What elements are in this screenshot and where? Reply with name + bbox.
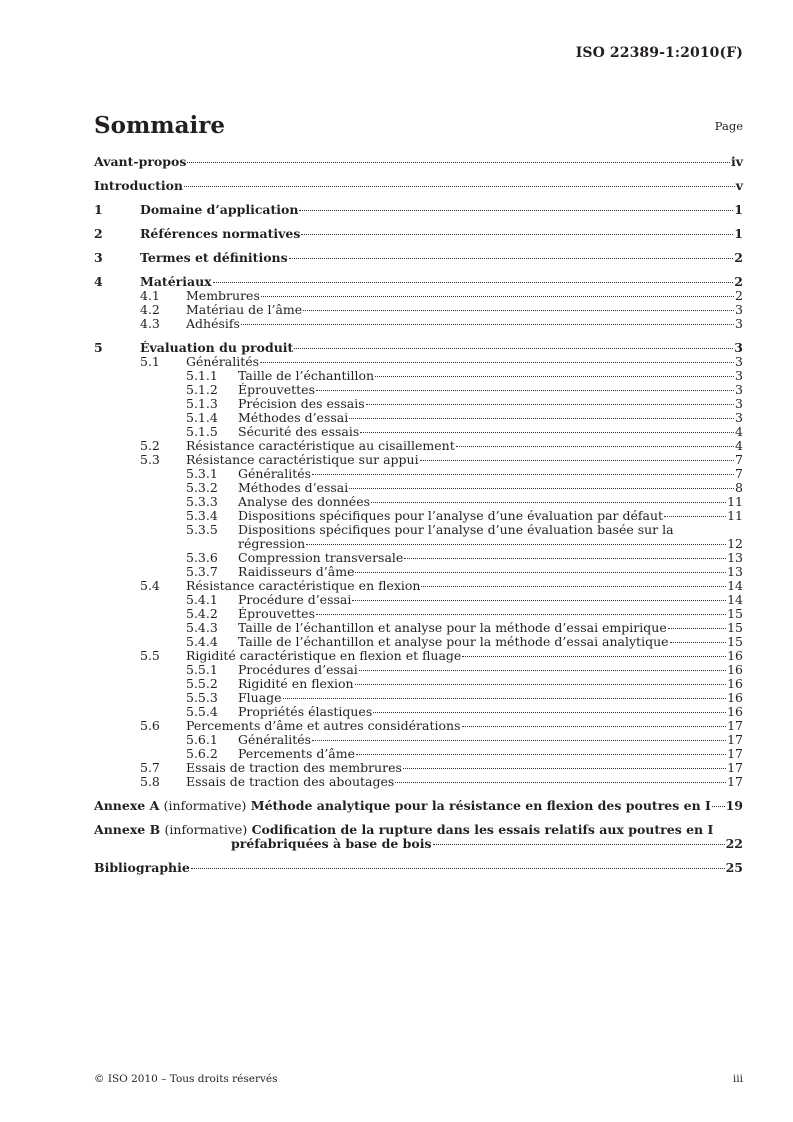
- toc-entry-5-5-4[interactable]: [94, 705, 743, 719]
- toc-dot-leader: [316, 614, 726, 615]
- toc-dot-leader: [421, 586, 726, 587]
- toc-annex-note: (informative): [163, 798, 247, 813]
- toc-section-number: 5.1.3: [186, 396, 218, 411]
- toc-entry-title: Précision des essais: [238, 396, 365, 411]
- toc-entry-5-5[interactable]: [94, 649, 743, 663]
- toc-entry-title: Raidisseurs d’âme: [238, 564, 355, 579]
- toc-page-number: 3: [735, 316, 743, 331]
- toc-entry-5-5-3[interactable]: [94, 691, 743, 705]
- toc-entry-annexe-b-continued[interactable]: [94, 837, 743, 851]
- toc-entry-4-1[interactable]: [94, 289, 743, 303]
- toc-page-number: 15: [727, 606, 743, 621]
- toc-section-number: 5.7: [140, 760, 160, 775]
- toc-entry-4-2[interactable]: [94, 303, 743, 317]
- toc-dot-leader: [312, 474, 734, 475]
- toc-entry-title: Percements d’âme et autres considérations: [186, 718, 461, 733]
- toc-annex-label: Annexe B: [94, 822, 161, 837]
- toc-dot-leader: [668, 628, 726, 629]
- toc-entry-title: Bibliographie: [94, 860, 190, 875]
- toc-entry-5-1-1[interactable]: [94, 369, 743, 383]
- toc-entry-title: Références normatives: [140, 226, 301, 241]
- toc-dot-leader: [299, 210, 733, 211]
- toc-entry-title: Procédure d’essai: [238, 592, 352, 607]
- page-column-label: Page: [714, 119, 743, 133]
- toc-entry-5-3-6[interactable]: [94, 551, 743, 565]
- toc-page-number: 12: [727, 536, 743, 551]
- toc-section-number: 5.3.2: [186, 480, 218, 495]
- toc-entry-5-3-4[interactable]: [94, 509, 743, 523]
- toc-dot-leader: [261, 296, 734, 297]
- toc-section-number: 5.2: [140, 438, 160, 453]
- toc-dot-leader: [301, 234, 733, 235]
- standard-code: ISO 22389-1:2010(F): [575, 45, 743, 61]
- toc-section-number: 5.5.3: [186, 690, 218, 705]
- toc-entry-title: Introduction: [94, 178, 184, 193]
- toc-section-number: 5.3.3: [186, 494, 218, 509]
- toc-dot-leader: [404, 558, 726, 559]
- toc-page-number: 17: [727, 732, 743, 747]
- toc-page-number: 17: [727, 760, 743, 775]
- toc-page-number: 3: [735, 382, 743, 397]
- toc-section-number: 4.2: [140, 302, 160, 317]
- toc-section-number: 5.6.1: [186, 732, 218, 747]
- toc-dot-leader: [213, 282, 734, 283]
- toc-page-number: 2: [734, 250, 743, 265]
- toc-page-number: 11: [727, 494, 743, 509]
- toc-entry-title: Termes et définitions: [140, 250, 288, 265]
- footer-page-number: iii: [732, 1073, 743, 1085]
- toc-entry-5-6-2[interactable]: [94, 747, 743, 761]
- toc-section-number: 1: [94, 202, 103, 217]
- toc-page-number: 3: [735, 368, 743, 383]
- toc-page-number: 3: [735, 410, 743, 425]
- toc-entry-5-4[interactable]: [94, 579, 743, 593]
- toc-dot-leader: [260, 362, 734, 363]
- toc-page-number: 16: [727, 676, 743, 691]
- toc-page-number: 8: [735, 480, 743, 495]
- page-title: Sommaire: [94, 112, 226, 139]
- toc-section-number: 5.5.1: [186, 662, 218, 677]
- toc-page-number: iv: [730, 154, 743, 169]
- toc-page-number: 4: [735, 424, 743, 439]
- toc-entry-annexe-a[interactable]: [94, 799, 743, 813]
- toc-entry-title: Propriétés élastiques: [238, 704, 373, 719]
- toc-entry-title: Domaine d’application: [140, 202, 299, 217]
- toc-entry-5-2[interactable]: [94, 439, 743, 453]
- toc-page-number: 19: [725, 798, 743, 813]
- toc-section-number: 5: [94, 340, 103, 355]
- toc-entry-title: Taille de l’échantillon et analyse pour la méthode d’essai empirique: [238, 620, 667, 635]
- toc-page-number: 1: [734, 202, 743, 217]
- toc-entry-5-1-4[interactable]: [94, 411, 743, 425]
- toc-entry-title: Avant-propos: [94, 154, 187, 169]
- toc-entry-title: Rigidité en flexion: [238, 676, 354, 691]
- toc-annex-label: Annexe A: [94, 798, 160, 813]
- toc-dot-leader: [356, 754, 726, 755]
- toc-entry-title: Procédures d’essai: [238, 662, 358, 677]
- toc-dot-leader: [371, 502, 726, 503]
- toc-dot-leader: [241, 324, 734, 325]
- toc-entry-annexe-b[interactable]: [94, 823, 743, 837]
- toc-section-number: 4: [94, 274, 103, 289]
- toc-page-number: 16: [727, 662, 743, 677]
- toc-entry-title: Sécurité des essais: [238, 424, 360, 439]
- toc-dot-leader: [456, 446, 734, 447]
- toc-entry-5-1-5[interactable]: [94, 425, 743, 439]
- toc-entry-title: Généralités: [238, 732, 312, 747]
- toc-dot-leader: [712, 806, 725, 807]
- toc-entry-title: Dispositions spécifiques pour l’analyse d’une évaluation basée sur la: [238, 522, 674, 537]
- toc-section-number: 5.5.4: [186, 704, 218, 719]
- toc-page-number: 3: [735, 302, 743, 317]
- toc-dot-leader: [349, 418, 734, 419]
- toc-entry-5-7[interactable]: [94, 761, 743, 775]
- toc-entry-5-6[interactable]: [94, 719, 743, 733]
- toc-section-number: 5.1.4: [186, 410, 218, 425]
- toc-page-number: v: [735, 178, 743, 193]
- toc-page-number: 7: [735, 466, 743, 481]
- toc-page-number: 2: [735, 288, 743, 303]
- toc-entry-5-4-3[interactable]: [94, 621, 743, 635]
- toc-entry-5-8[interactable]: [94, 775, 743, 789]
- toc-page-number: 17: [727, 774, 743, 789]
- toc-entry-title: Taille de l’échantillon et analyse pour la méthode d’essai analytique: [238, 634, 669, 649]
- toc-page-number: 16: [727, 648, 743, 663]
- toc-entry-5-3[interactable]: [94, 453, 743, 467]
- toc-dot-leader: [360, 432, 734, 433]
- toc-page-number: 14: [727, 592, 743, 607]
- toc-dot-leader: [359, 670, 726, 671]
- toc-dot-leader: [375, 376, 734, 377]
- toc-entry-title: Taille de l’échantillon: [238, 368, 375, 383]
- toc-entry-title: Essais de traction des aboutages: [186, 774, 395, 789]
- table-of-contents: [94, 155, 743, 875]
- toc-entry-5-3-1[interactable]: [94, 467, 743, 481]
- toc-entry-title: Dispositions spécifiques pour l’analyse d’une évaluation par défaut: [238, 508, 664, 523]
- toc-dot-leader: [664, 516, 726, 517]
- toc-entry-title: Évaluation du produit: [140, 340, 294, 355]
- toc-section-number: 5.3.7: [186, 564, 218, 579]
- toc-dot-leader: [191, 868, 725, 869]
- toc-section-number: 5.1.2: [186, 382, 218, 397]
- toc-dot-leader: [433, 844, 725, 845]
- copyright-notice: © ISO 2010 – Tous droits réservés: [94, 1073, 278, 1085]
- toc-dot-leader: [306, 544, 726, 545]
- toc-entry-3[interactable]: [94, 251, 743, 265]
- toc-section-number: 5.4: [140, 578, 160, 593]
- toc-section-number: 5.3: [140, 452, 160, 467]
- toc-section-number: 5.8: [140, 774, 160, 789]
- toc-entry-title: Matériaux: [140, 274, 212, 289]
- toc-entry-5-4-4[interactable]: [94, 635, 743, 649]
- toc-section-number: 4.3: [140, 316, 160, 331]
- toc-page-number: 3: [735, 396, 743, 411]
- toc-entry-5-4-2[interactable]: [94, 607, 743, 621]
- toc-entry-5-1[interactable]: [94, 355, 743, 369]
- toc-page-number: 17: [727, 718, 743, 733]
- toc-section-number: 5.1.5: [186, 424, 218, 439]
- toc-section-number: 5.1: [140, 354, 160, 369]
- toc-page-number: 22: [725, 836, 743, 851]
- toc-entry-2[interactable]: [94, 227, 743, 241]
- toc-page-number: 4: [735, 438, 743, 453]
- toc-entry-title-continued: préfabriquées à base de bois: [231, 836, 432, 851]
- toc-dot-leader: [303, 310, 734, 311]
- toc-dot-leader: [352, 600, 726, 601]
- toc-entry-title: Adhésifs: [186, 316, 240, 331]
- toc-annex-note: (informative): [164, 822, 248, 837]
- toc-entry-title: Résistance caractéristique sur appui: [186, 452, 419, 467]
- toc-dot-leader: [355, 572, 726, 573]
- toc-page-number: 3: [734, 340, 743, 355]
- toc-section-number: 4.1: [140, 288, 160, 303]
- toc-entry-title: Membrures: [186, 288, 260, 303]
- toc-page-number: 25: [725, 860, 743, 875]
- toc-entry-bibliographie[interactable]: [94, 861, 743, 875]
- toc-dot-leader: [403, 768, 726, 769]
- toc-section-number: 5.6.2: [186, 746, 218, 761]
- toc-entry-introduction[interactable]: [94, 179, 743, 193]
- toc-page-number: 7: [735, 452, 743, 467]
- toc-dot-leader: [366, 404, 734, 405]
- toc-page-number: 17: [727, 746, 743, 761]
- toc-entry-5-3-2[interactable]: [94, 481, 743, 495]
- toc-entry-title: Matériau de l’âme: [186, 302, 303, 317]
- toc-entry-5-6-1[interactable]: [94, 733, 743, 747]
- toc-entry-title-continued: régression: [238, 536, 306, 551]
- toc-page-number: 2: [734, 274, 743, 289]
- toc-section-number: 5.3.1: [186, 466, 218, 481]
- toc-entry-title: Fluage: [238, 690, 282, 705]
- toc-entry-title: Éprouvettes: [238, 606, 315, 621]
- toc-entry-1[interactable]: [94, 203, 743, 217]
- toc-page-number: 15: [727, 620, 743, 635]
- toc-page-number: 16: [727, 690, 743, 705]
- toc-dot-leader: [316, 390, 734, 391]
- toc-page-number: 14: [727, 578, 743, 593]
- toc-entry-5-5-2[interactable]: [94, 677, 743, 691]
- toc-dot-leader: [462, 726, 727, 727]
- toc-section-number: 5.4.3: [186, 620, 218, 635]
- toc-entry-5-5-1[interactable]: [94, 663, 743, 677]
- toc-page-number: 11: [727, 508, 743, 523]
- toc-section-number: 5.4.1: [186, 592, 218, 607]
- toc-section-number: 5.3.5: [186, 522, 218, 537]
- toc-section-number: 5.4.2: [186, 606, 218, 621]
- toc-dot-leader: [670, 642, 727, 643]
- toc-entry-title: Généralités: [238, 466, 312, 481]
- toc-entry-title: Généralités: [186, 354, 260, 369]
- toc-page-number: 13: [727, 564, 743, 579]
- toc-dot-leader: [355, 684, 727, 685]
- toc-section-number: 5.1.1: [186, 368, 218, 383]
- toc-section-number: 5.5: [140, 648, 160, 663]
- toc-dot-leader: [187, 162, 730, 163]
- toc-section-number: 3: [94, 250, 103, 265]
- toc-section-number: 5.3.4: [186, 508, 218, 523]
- toc-page-number: 15: [727, 634, 743, 649]
- toc-entry-5-1-3[interactable]: [94, 397, 743, 411]
- toc-dot-leader: [462, 656, 726, 657]
- toc-entry-title: Compression transversale: [238, 550, 404, 565]
- toc-entry-title: Percements d’âme: [238, 746, 356, 761]
- toc-page-number: 3: [735, 354, 743, 369]
- toc-section-number: 5.5.2: [186, 676, 218, 691]
- toc-section-number: 5.6: [140, 718, 160, 733]
- toc-dot-leader: [184, 186, 735, 187]
- toc-entry-5[interactable]: [94, 341, 743, 355]
- toc-page-number: 16: [727, 704, 743, 719]
- toc-entry-4-3[interactable]: [94, 317, 743, 331]
- toc-entry-title: Méthodes d’essai: [238, 410, 349, 425]
- toc-page-number: 13: [727, 550, 743, 565]
- toc-dot-leader: [349, 488, 734, 489]
- toc-entry-5-3-3[interactable]: [94, 495, 743, 509]
- toc-entry-title: Codification de la rupture dans les essais relatifs aux poutres en I: [251, 822, 714, 837]
- toc-entry-title: Méthodes d’essai: [238, 480, 349, 495]
- toc-entry-5-3-7[interactable]: [94, 565, 743, 579]
- toc-dot-leader: [294, 348, 733, 349]
- toc-entry-title: Essais de traction des membrures: [186, 760, 402, 775]
- toc-dot-leader: [420, 460, 734, 461]
- toc-entry-4[interactable]: [94, 275, 743, 289]
- toc-dot-leader: [373, 712, 726, 713]
- toc-entry-title: Analyse des données: [238, 494, 371, 509]
- toc-dot-leader: [395, 782, 726, 783]
- toc-entry-title: Résistance caractéristique au cisaillement: [186, 438, 455, 453]
- toc-entry-title: Résistance caractéristique en flexion: [186, 578, 421, 593]
- toc-entry-5-3-5-continued[interactable]: [94, 537, 743, 551]
- toc-entry-5-3-5[interactable]: [94, 523, 743, 537]
- toc-page-number: 1: [734, 226, 743, 241]
- toc-dot-leader: [312, 740, 726, 741]
- toc-section-number: 5.3.6: [186, 550, 218, 565]
- toc-entry-5-4-1[interactable]: [94, 593, 743, 607]
- toc-dot-leader: [289, 258, 734, 259]
- toc-entry-title: Méthode analytique pour la résistance en flexion des poutres en I: [250, 798, 711, 813]
- toc-section-number: 2: [94, 226, 103, 241]
- toc-section-number: 5.4.4: [186, 634, 218, 649]
- toc-entry-title: Rigidité caractéristique en flexion et fluage: [186, 648, 462, 663]
- toc-entry-title: Éprouvettes: [238, 382, 315, 397]
- toc-entry-avant-propos[interactable]: [94, 155, 743, 169]
- toc-entry-5-1-2[interactable]: [94, 383, 743, 397]
- toc-dot-leader: [283, 698, 727, 699]
